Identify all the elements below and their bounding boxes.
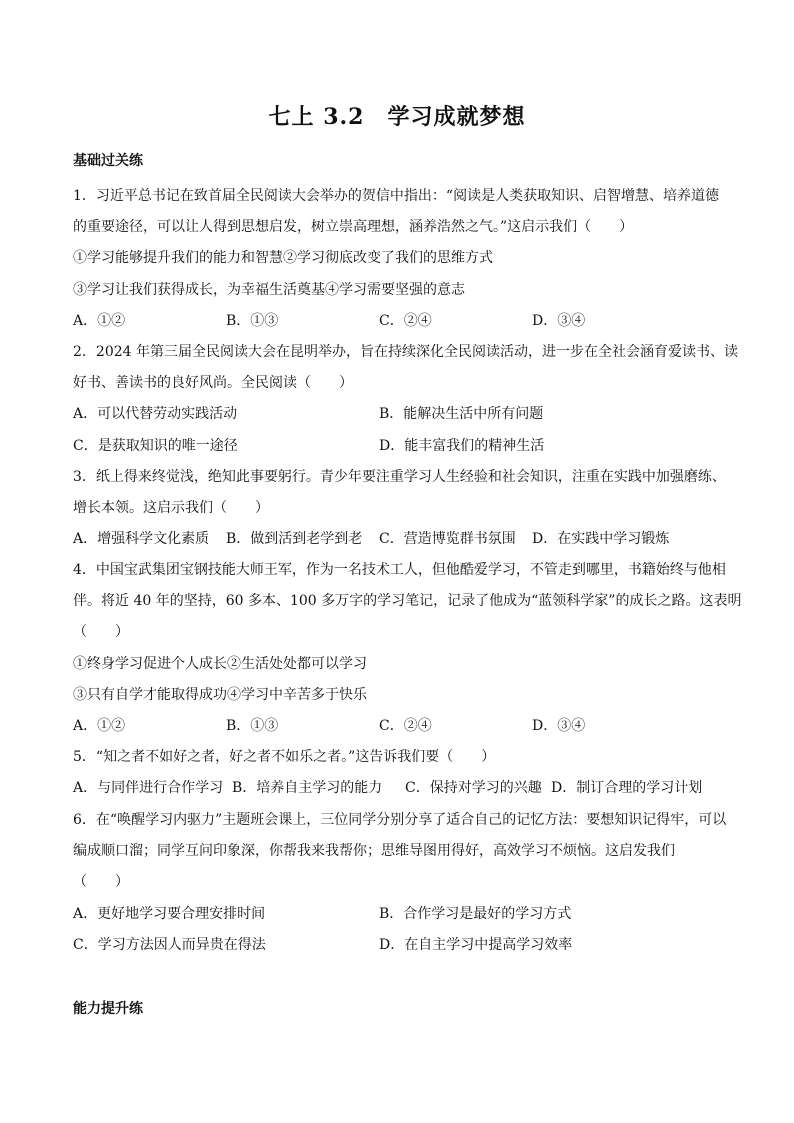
q4-statement-2: ③只有自学才能取得成功④学习中辛苦多于快乐 (73, 687, 367, 703)
q6-stem-line-2: 编成顺口溜；同学互问印象深，你帮我来我帮你；思维导图用得好，高效学习不烦恼。这启发我们 (73, 843, 675, 859)
q5-option-c: C．保持对学习的兴趣 (405, 780, 542, 796)
q5-option-d: D．制订合理的学习计划 (551, 780, 703, 796)
q1-option-a: A．①② (73, 313, 126, 329)
q5-option-b: B．培养自主学习的能力 (232, 780, 383, 796)
q2-option-d: D．能丰富我们的精神生活 (379, 438, 545, 454)
q6-option-b: B．合作学习是最好的学习方式 (379, 906, 572, 922)
q2-option-c: C．是获取知识的唯一途径 (73, 438, 238, 454)
page-title: 七上 3.2 学习成就梦想 (268, 104, 526, 130)
q5-stem-line-1: 5．“知之者不如好之者，好之者不如乐之者。”这告诉我们要（ ） (73, 749, 496, 765)
q1-option-c: C．②④ (379, 313, 432, 329)
q3-option-c: C．营造博览群书氛围 (379, 531, 516, 547)
q2-option-a: A．可以代替劳动实践活动 (73, 406, 238, 422)
q3-stem-line-2: 增长本领。这启示我们（ ） (73, 500, 269, 516)
q4-stem-line-2: 伴。将近 40 年的坚持，60 多本、100 多万字的学习笔记，记录了他成为“蓝领科学家”的成长之路。这表明 (73, 593, 742, 609)
q1-option-d: D．③④ (532, 313, 586, 329)
section-heading-basic: 基础过关练 (73, 153, 143, 169)
section-heading-advanced: 能力提升练 (73, 1001, 143, 1017)
q4-stem-line-1: 4．中国宝武集团宝钢技能大师王军，作为一名技术工人，但他酷爱学习，不管走到哪里，书籍始终与他相 (73, 562, 726, 578)
q3-option-b: B．做到活到老学到老 (226, 531, 363, 547)
q4-option-d: D．③④ (532, 718, 586, 734)
q2-stem-line-2: 好书、善读书的良好风尚。全民阅读（ ） (73, 375, 353, 391)
q1-statement-2: ③学习让我们获得成长，为幸福生活奠基④学习需要坚强的意志 (73, 282, 465, 298)
q4-option-a: A．①② (73, 718, 126, 734)
q5-option-a: A．与同伴进行合作学习 (73, 780, 224, 796)
q1-statement-1: ①学习能够提升我们的能力和智慧②学习彻底改变了我们的思维方式 (73, 250, 493, 266)
q2-stem-line-1: 2．2024 年第三届全民阅读大会在昆明举办，旨在持续深化全民阅读活动，进一步在全社会涵育爱读书、读 (73, 344, 738, 360)
q1-stem-line-1: 1．习近平总书记在致首届全民阅读大会举办的贺信中指出：“阅读是人类获取知识、启智增慧、培养道德 (73, 188, 720, 204)
q4-option-c: C．②④ (379, 718, 432, 734)
q4-stem-line-3: （ ） (73, 624, 129, 640)
q4-option-b: B．①③ (226, 718, 279, 734)
q6-stem-line-3: （ ） (73, 874, 129, 890)
q3-option-a: A．增强科学文化素质 (73, 531, 210, 547)
q6-stem-line-1: 6．在“唤醒学习内驱力”主题班会课上，三位同学分别分享了适合自己的记忆方法：要想知识记得牢，可以 (73, 812, 727, 828)
q3-stem-line-1: 3．纸上得来终觉浅，绝知此事要躬行。青少年要注重学习人生经验和社会知识，注重在实践中加强磨练、 (73, 469, 726, 485)
q6-option-a: A．更好地学习要合理安排时间 (73, 906, 266, 922)
q2-option-b: B．能解决生活中所有问题 (379, 406, 544, 422)
q1-option-b: B．①③ (226, 313, 279, 329)
q4-statement-1: ①终身学习促进个人成长②生活处处都可以学习 (73, 656, 367, 672)
q6-option-d: D．在自主学习中提高学习效率 (379, 937, 573, 953)
q6-option-c: C．学习方法因人而异贵在得法 (73, 937, 266, 953)
q3-option-d: D．在实践中学习锻炼 (532, 531, 670, 547)
q1-stem-line-2: 的重要途径，可以让人得到思想启发，树立崇高理想，涵养浩然之气。”这启示我们（ ） (73, 219, 634, 235)
